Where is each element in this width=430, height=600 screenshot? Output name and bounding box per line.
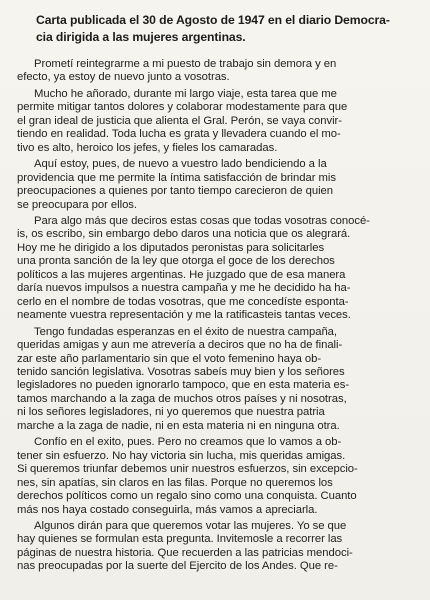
text-line: tiendo en realidad. Toda lucha es grata y llevadera cuando el mo- [17,128,341,141]
heading-line: cia dirigida a las mujeres argentinas. [36,30,246,44]
text-line: políticos a las mujeres argentinas. He juzgado que de esa manera [17,268,346,281]
text-line: Mucho he añorado, durante mi largo viaje, esta tarea que me [34,87,337,100]
text-line: derechos políticos como un regalo sino como una conquista. Cuanto [17,490,357,503]
text-line: nas preocupadas por la suerte del Ejercito de los Andes. Que re- [17,560,338,573]
paragraph [17,58,419,85]
text-line: is, os escribo, sin embargo debo daros una noticia que os alegrará. [17,228,351,241]
text-line: páginas de nuestra historia. Que recuerden a las patricias mendoci- [17,546,353,559]
text-line: tenido sanción legislativa. Vosotras sabeís muy bien y los señores [17,365,345,378]
text-line: cerlo en el nombre de todas vosotras, que me concedíste esponta- [17,295,349,308]
text-line: Tengo fundadas esperanzas en el éxito de nuestra campaña, [34,325,338,338]
text-line: Hoy me he dirigido a los diputados peronistas para solicitarles [17,241,325,254]
paragraph [17,215,419,323]
text-line: preocupaciones a quienes por tanto tiempo carecieron de quien [17,185,333,198]
paragraph [17,88,419,155]
text-line: nes, sin apatías, sin claros en las filas. Porque no queremos los [17,476,333,489]
letter-heading [36,12,416,46]
text-line: Aquí estoy, pues, de nuevo a vuestro lado bendiciendo a la [34,158,327,171]
text-line: tamos marchando a la zaga de muchos otros países y ni nosotras, [17,392,347,405]
letter-body [17,58,419,574]
text-line: Para algo más que deciros estas cosas que todas vosotras conocé- [34,214,370,227]
text-line: ni los señores legisladores, ni yo queremos que nuestra patria [17,406,325,419]
text-line: tivo es alto, heroico los jefes, y fieles los camaradas. [17,141,278,154]
paragraph [17,158,419,212]
text-line: el gran ideal de justicia que alienta el Gral. Perón, se vaya convir- [17,114,342,127]
text-line: efecto, ya estoy de nuevo junto a vosotras. [17,71,230,84]
text-line: Confío en el exito, pues. Pero no creamos que lo vamos a ob- [34,436,342,449]
text-line: queridas amigas y aun me atrevería a deciros que no ha de finali- [17,339,343,352]
text-line: tener sin esfuerzo. No hay victoria sin lucha, mis queridas amigas. [17,449,346,462]
paragraph [17,326,419,434]
text-line: neamente vuestra representación y me la ratificasteis tantas veces. [17,309,351,322]
paragraph [17,436,419,517]
heading-line: Carta publicada el 30 de Agosto de 1947 en el diario Democra- [36,13,390,27]
text-line: más nos haya costado conseguirla, más vamos a apreciarla. [17,503,318,516]
text-line: legisladores no pueden ignorarlo tampoco, que en esta materia es- [17,379,350,392]
text-line: providencia que me permite la íntima satisfacción de brindar mis [17,171,336,184]
text-line: se preocupara por ellos. [17,198,137,211]
text-line: zar este año parlamentario sin que el voto femenino haya ob- [17,352,322,365]
text-line: daría nuevos impulsos a nuestra campaña y me he decidido ha ha- [17,282,351,295]
text-line: una pronta sanción de la ley que otorga el goce de los derechos [17,255,335,268]
text-line: permite mitigar tantos dolores y colaborar modestamente para que [17,101,348,114]
text-line: Prometí reintegrarme a mi puesto de trabajo sin demora y en [34,58,337,70]
text-line: marche a la zaga de nadie, ni en esta materia ni en ninguna otra. [17,419,340,432]
text-line: Si queremos triunfar debemos unir nuestros esfuerzos, sin excepcio- [17,463,358,476]
text-line: hay quienes se formulan esta pregunta. Invitemosle a recorrer las [17,533,343,546]
paragraph [17,520,419,574]
text-line: Algunos dirán para que queremos votar las mujeres. Yo se que [34,519,347,532]
